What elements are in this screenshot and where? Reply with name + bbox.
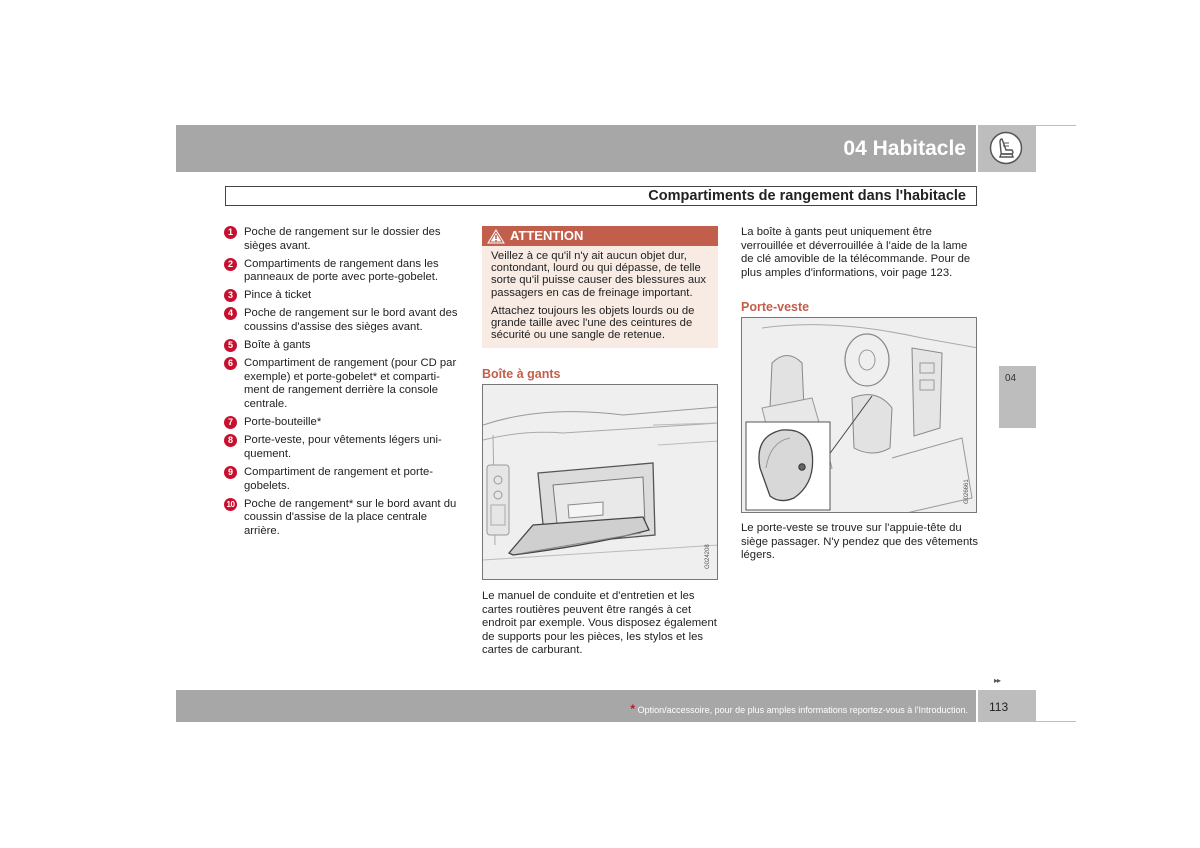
- coat-hook-illustration: [741, 317, 977, 513]
- number-badge: 10: [224, 498, 237, 511]
- number-badge: 1: [224, 226, 237, 239]
- list-item-text: Compartiment de rangement et porte-gobelets.: [244, 465, 434, 492]
- list-item-text: Boîte à gants: [244, 339, 311, 352]
- list-item-text: Porte-veste, pour vêtements légers uni-quement.: [244, 434, 442, 460]
- warning-text-2: Attachez toujours les objets lourds ou de grande taille avec l'une des ceintures de sécurité ou une sangle de retenue.: [491, 304, 695, 342]
- chapter-header: [176, 125, 976, 172]
- footer: [176, 690, 976, 722]
- list-item-text: Compartiments de rangement dans les panneaux de porte avec porte-gobelet.: [244, 257, 439, 284]
- continue-arrows-icon: ▸▸: [994, 676, 1001, 685]
- section-title: Compartiments de rangement dans l'habitacle: [648, 188, 966, 204]
- list-item: [224, 289, 464, 303]
- header-rule: [1036, 125, 1076, 126]
- list-item: [224, 466, 464, 493]
- number-badge: 9: [224, 466, 237, 479]
- list-item: [224, 307, 464, 334]
- number-badge: 2: [224, 258, 237, 271]
- footnote-star: *: [630, 702, 636, 716]
- warning-title: ATTENTION: [510, 228, 584, 243]
- footer-rule: [1036, 721, 1076, 722]
- chapter-icon-box: [978, 125, 1036, 172]
- glovebox-drawing: [483, 385, 718, 580]
- glovebox-illustration: [482, 384, 718, 580]
- list-item-text: Poche de rangement sur le dossier des sièges avant.: [244, 226, 441, 252]
- glovebox-heading: Boîte à gants: [482, 367, 561, 381]
- seat-icon: [989, 131, 1023, 165]
- page-number: 113: [989, 700, 1009, 714]
- list-item-text: Compartiment de rangement (pour CD par exemple) et porte-gobelet* et comparti-ment de rangement derrière la console centrale.: [244, 357, 457, 411]
- number-badge: 5: [224, 339, 237, 352]
- glovebox-image-code: G024208: [705, 544, 711, 569]
- coat-hook-heading: Porte-veste: [741, 300, 810, 314]
- list-item: [224, 498, 464, 539]
- side-tab-label: 04: [1005, 373, 1017, 384]
- list-item: [224, 416, 464, 430]
- chapter-side-tab: [999, 366, 1036, 428]
- number-badge: 3: [224, 289, 237, 302]
- footnote: [630, 702, 968, 716]
- storage-list: [224, 226, 464, 543]
- chapter-title: 04 Habitacle: [843, 137, 966, 160]
- number-badge: 7: [224, 416, 237, 429]
- list-item: [224, 357, 464, 411]
- warning-header: [482, 226, 718, 246]
- warning-text-1: Veillez à ce qu'il n'y ait aucun objet dur, contondant, lourd ou qui dépasse, de telle sorte qu'il puisse causer des blessures aux passagers en cas de freinage important.: [491, 250, 707, 299]
- number-badge: 8: [224, 434, 237, 447]
- number-badge: 6: [224, 357, 237, 370]
- coat-hook-image-code: G026661: [964, 479, 970, 504]
- section-bar: [225, 186, 977, 206]
- coat-hook-text: Le porte-veste se trouve sur l'appuie-tête du siège passager. N'y pendez que des vêtements légers.: [741, 522, 979, 562]
- glovebox-lock-text: La boîte à gants peut uniquement être verrouillée et déverrouillée à l'aide de la lame de clé amovible de la télécommande. Pour de plus amples d'informations, voir page 123.: [741, 226, 971, 279]
- list-item: [224, 258, 464, 285]
- glovebox-text: Le manuel de conduite et d'entretien et les cartes routières peuvent être rangés à cet endroit par exemple. Vous disposez également de supports pour les pièces, les stylos et les cartes de carburant.: [482, 590, 717, 657]
- list-item: [224, 339, 464, 353]
- footnote-text: Option/accessoire, pour de plus amples informations reportez-vous à l'Introduction.: [637, 705, 968, 715]
- list-item-text: Porte-bouteille*: [244, 416, 322, 429]
- warning-triangle-icon: [487, 229, 505, 244]
- warning-box: [482, 226, 718, 348]
- list-item: [224, 226, 464, 253]
- number-badge: 4: [224, 307, 237, 320]
- list-item-text: Poche de rangement* sur le bord avant du coussin d'assise de la place centrale arrière.: [244, 497, 457, 537]
- coat-hook-drawing: [742, 318, 977, 513]
- page-number-box: [978, 690, 1036, 722]
- list-item-text: Poche de rangement sur le bord avant des coussins d'assise des sièges avant.: [244, 307, 458, 334]
- list-item-text: Pince à ticket: [244, 289, 312, 302]
- list-item: [224, 434, 464, 461]
